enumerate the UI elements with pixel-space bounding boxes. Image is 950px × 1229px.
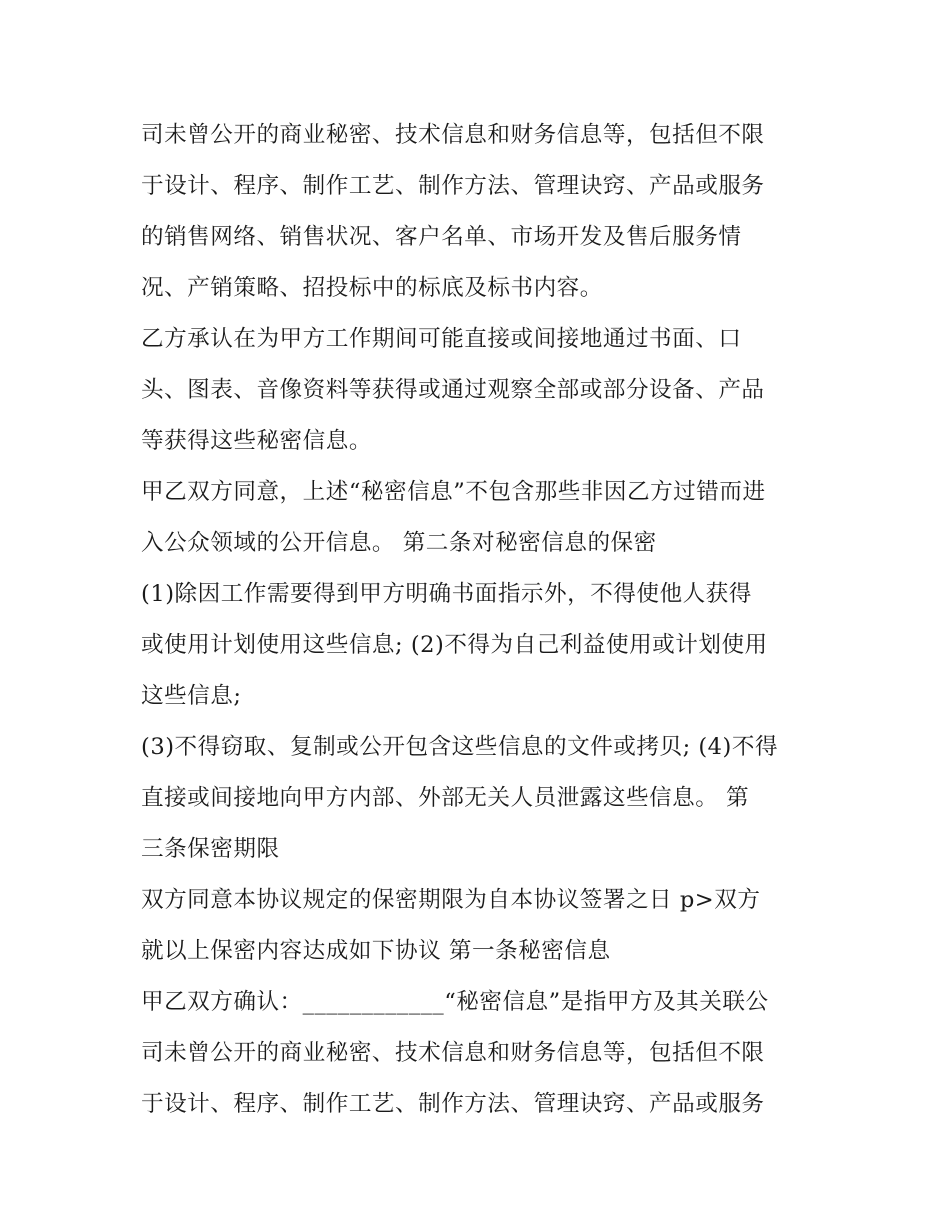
text-line: 就以上保密内容达成如下协议 第一条秘密信息: [141, 938, 611, 964]
text-line: 甲乙双方同意，上述“秘密信息”不包含那些非因乙方过错而进: [141, 479, 766, 505]
text-line: 等获得这些秘密信息。: [141, 428, 372, 454]
text-line: 于设计、程序、制作工艺、制作方法、管理诀窍、产品或服务: [141, 173, 765, 199]
text-line: 司未曾公开的商业秘密、技术信息和财务信息等，包括但不限: [141, 122, 765, 148]
document-body: [141, 110, 821, 1130]
text-line: 直接或间接地向甲方内部、外部无关人员泄露这些信息。 第: [141, 785, 750, 811]
text-line: 双方同意本协议规定的保密期限为自本协议签署之日 p>双方: [141, 887, 761, 913]
text-line: 入公众领域的公开信息。 第二条对秘密信息的保密: [141, 530, 657, 556]
text-line: 甲乙双方确认：____________“秘密信息”是指甲方及其关联公: [141, 989, 769, 1015]
text-line: 于设计、程序、制作工艺、制作方法、管理诀窍、产品或服务: [141, 1091, 765, 1117]
text-line: (3)不得窃取、复制或公开包含这些信息的文件或拷贝; (4)不得: [141, 734, 779, 760]
text-line: 司未曾公开的商业秘密、技术信息和财务信息等，包括但不限: [141, 1040, 765, 1066]
text-line: 三条保密期限: [141, 836, 280, 862]
text-line: 况、产销策略、招投标中的标底及标书内容。: [141, 275, 603, 301]
text-line: 乙方承认在为甲方工作期间可能直接或间接地通过书面、口: [141, 326, 742, 352]
text-line: 这些信息;: [141, 683, 242, 709]
text-line: 的销售网络、销售状况、客户名单、市场开发及售后服务情: [141, 224, 742, 250]
text-line: (1)除因工作需要得到甲方明确书面指示外，不得使他人获得: [141, 581, 752, 607]
text-line: 或使用计划使用这些信息; (2)不得为自己利益使用或计划使用: [141, 632, 768, 658]
text-line: 头、图表、音像资料等获得或通过观察全部或部分设备、产品: [141, 377, 765, 403]
